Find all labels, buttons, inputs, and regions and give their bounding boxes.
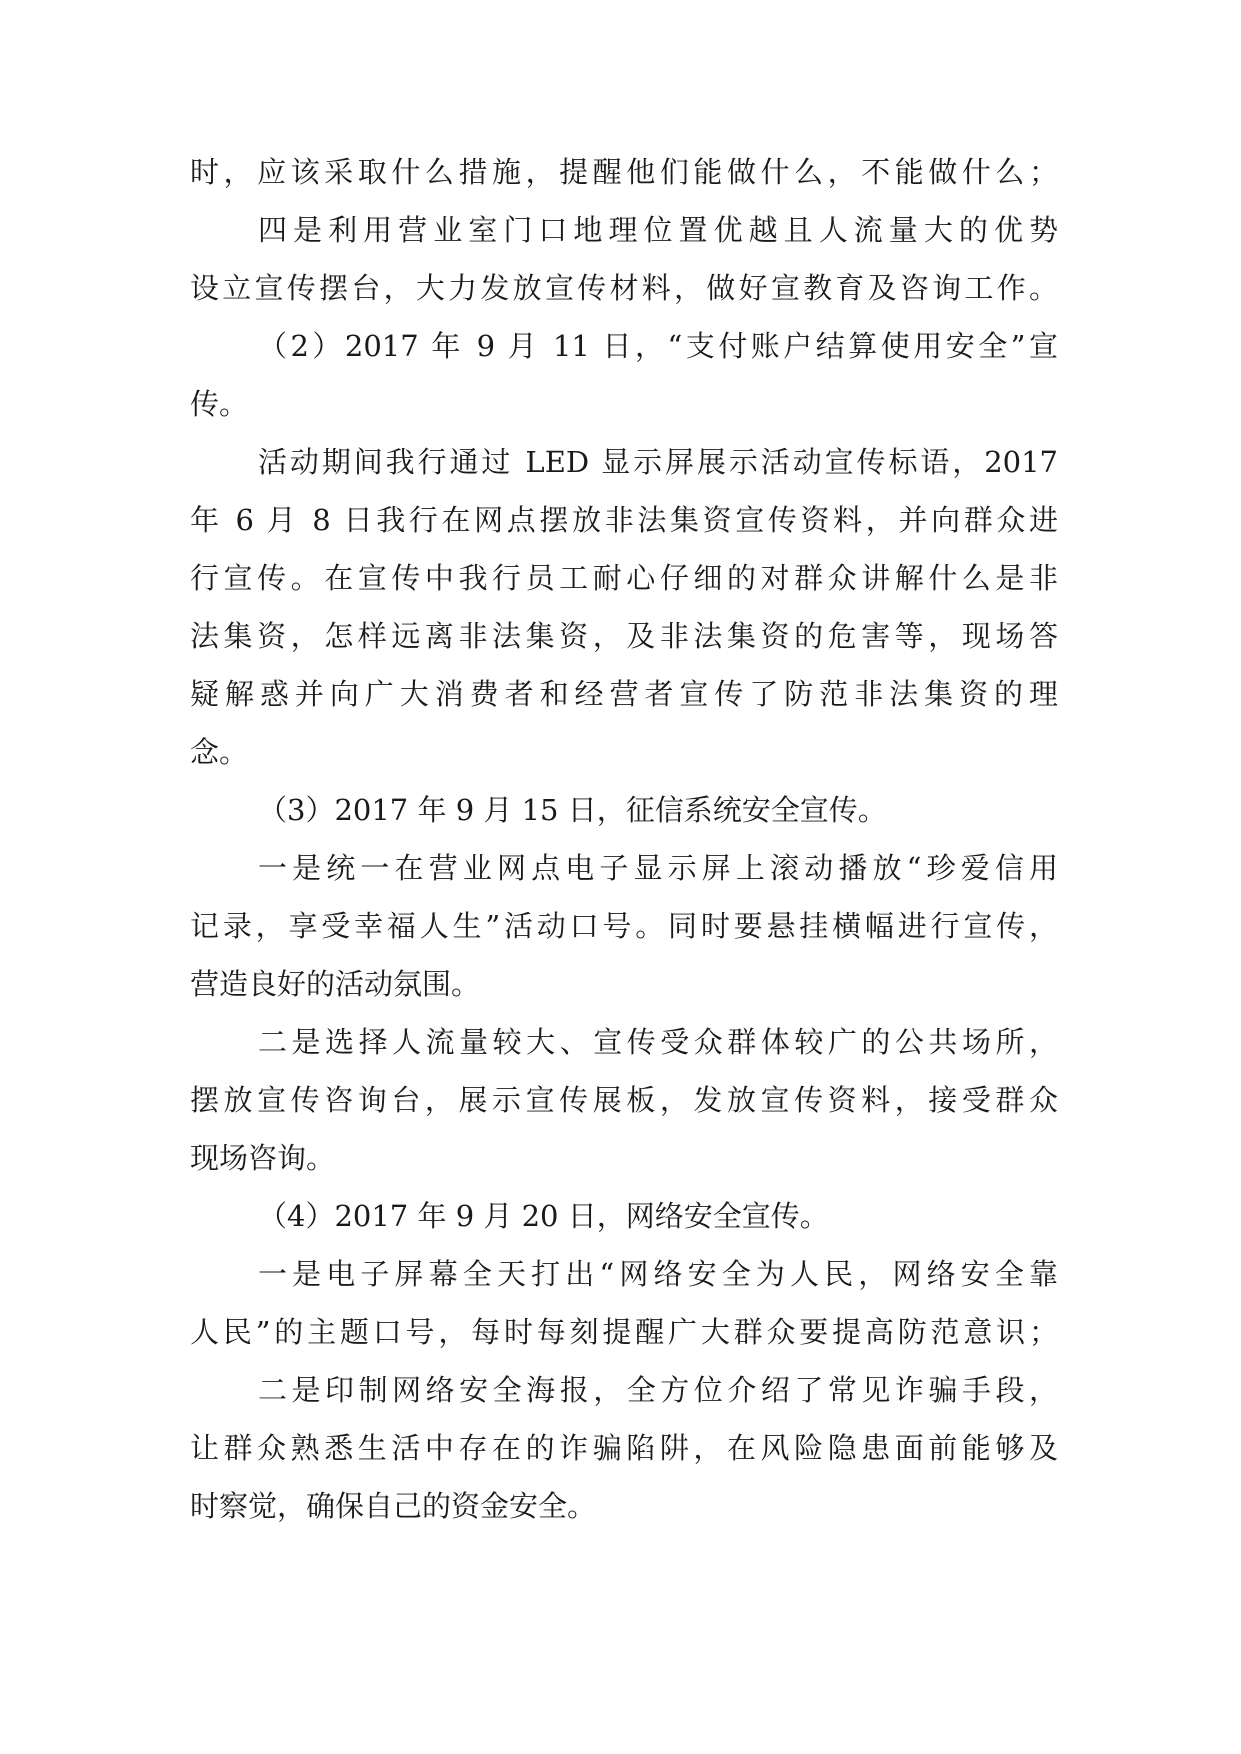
text-line: 记录，享受幸福人生”活动口号。同时要悬挂横幅进行宣传， [190,909,1058,943]
text-line: （2）2017 年 9 月 11 日，“支付账户结算使用安全”宣 [258,329,1058,363]
text-line: 现场咨询。 [190,1141,336,1175]
text-line: 设立宣传摆台，大力发放宣传材料，做好宣教育及咨询工作。 [190,271,1058,305]
text-line: 一是电子屏幕全天打出“网络安全为人民，网络安全靠 [258,1257,1058,1291]
text-line: 二是印制网络安全海报，全方位介绍了常见诈骗手段， [258,1373,1058,1407]
text-line: 时，应该采取什么措施，提醒他们能做什么，不能做什么； [190,155,1058,189]
text-line: 摆放宣传咨询台，展示宣传展板，发放宣传资料，接受群众 [190,1083,1058,1117]
text-line: 四是利用营业室门口地理位置优越且人流量大的优势 [258,213,1058,247]
text-line: 人民”的主题口号，每时每刻提醒广大群众要提高防范意识； [190,1315,1058,1349]
text-line: 二是选择人流量较大、宣传受众群体较广的公共场所， [258,1025,1058,1059]
text-line: 法集资，怎样远离非法集资，及非法集资的危害等，现场答 [190,619,1058,653]
text-line: 让群众熟悉生活中存在的诈骗陷阱，在风险隐患面前能够及 [190,1431,1058,1465]
text-line: 时察觉，确保自己的资金安全。 [190,1489,597,1523]
text-line: 传。 [190,387,249,421]
text-line: 疑解惑并向广大消费者和经营者宣传了防范非法集资的理 [190,677,1058,711]
text-line: 行宣传。在宣传中我行员工耐心仔细的对群众讲解什么是非 [190,561,1058,595]
text-line: 念。 [190,735,249,769]
text-line: （4）2017 年 9 月 20 日，网络安全宣传。 [258,1199,829,1233]
text-line: 活动期间我行通过 LED 显示屏展示活动宣传标语，2017 [258,445,1058,479]
text-line: 年 6 月 8 日我行在网点摆放非法集资宣传资料，并向群众进 [190,503,1058,537]
text-line: （3）2017 年 9 月 15 日，征信系统安全宣传。 [258,793,887,827]
text-line: 一是统一在营业网点电子显示屏上滚动播放“珍爱信用 [258,851,1058,885]
text-line: 营造良好的活动氛围。 [190,967,481,1001]
